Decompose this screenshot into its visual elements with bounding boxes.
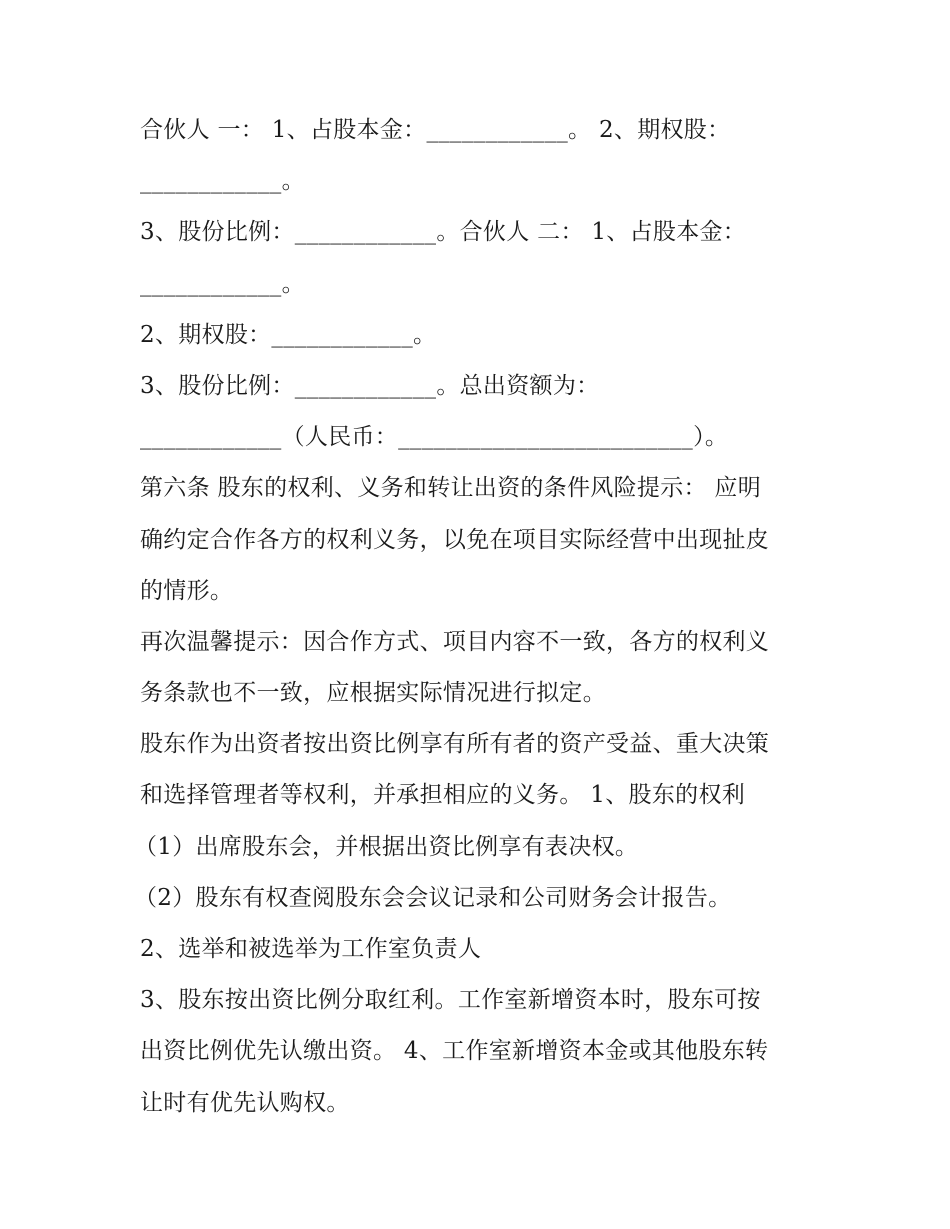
option-shares-line: 2、期权股：____________。	[140, 321, 437, 348]
blank-line: ____________。	[140, 270, 305, 297]
partner-one-line: 合伙人 一： 1、占股本金：____________。 2、期权股：	[140, 117, 731, 143]
list-item: （2）股东有权查阅股东会会议记录和公司财务会计报告。	[134, 884, 732, 911]
blank-line: ____________。	[140, 168, 305, 195]
article-six-heading: 第六条 股东的权利、义务和转让出资的条件风险提示： 应明	[140, 475, 762, 502]
paragraph-line: 出资比例优先认缴出资。 4、工作室新增资本金或其他股东转	[140, 1038, 769, 1065]
list-item: 2、选举和被选举为工作室负责人	[140, 936, 482, 962]
list-item: 3、股东按出资比例分取红利。工作室新增资本时，股东可按	[140, 987, 761, 1014]
paragraph-line: 的情形。	[140, 577, 234, 604]
paragraph-line: 和选择管理者等权利，并承担相应的义务。 1、股东的权利	[140, 782, 746, 809]
share-ratio-line: 3、股份比例：____________。合伙人 二： 1、占股本金：	[140, 219, 747, 246]
shareholder-rights-intro: 股东作为出资者按出资比例享有所有者的资产受益、重大决策	[140, 731, 770, 758]
paragraph-line: 确约定合作各方的权利义务，以免在项目实际经营中出现扯皮	[140, 526, 770, 553]
document-body	[134, 105, 820, 1129]
total-investment-line: 3、股份比例：____________。总出资额为：	[140, 372, 600, 399]
list-item: （1）出席股东会，并根据出资比例享有表决权。	[134, 833, 639, 860]
reminder-line: 再次温馨提示：因合作方式、项目内容不一致，各方的权利义	[140, 628, 770, 655]
rmb-amount-line: ____________（人民币：_________________________）。	[140, 424, 729, 451]
paragraph-line: 让时有优先认购权。	[140, 1089, 350, 1116]
paragraph-line: 务条款也不一致，应根据实际情况进行拟定。	[140, 680, 606, 707]
